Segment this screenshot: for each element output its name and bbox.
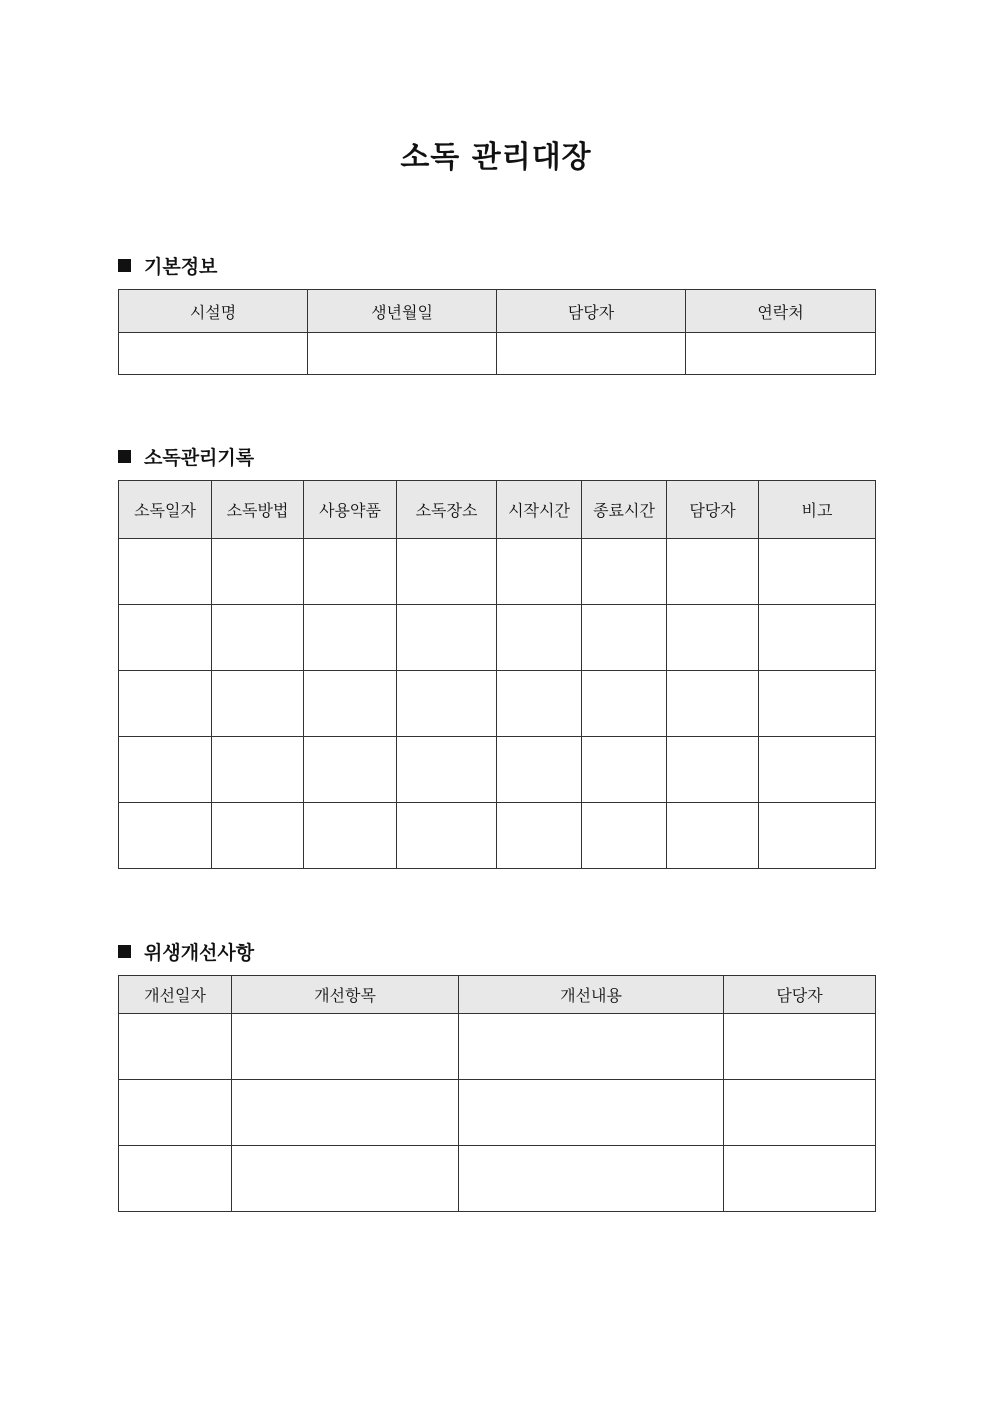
table-cell[interactable] bbox=[119, 1014, 232, 1080]
header-end-time: 종료시간 bbox=[582, 481, 667, 539]
table-cell[interactable] bbox=[582, 671, 667, 737]
table-cell[interactable] bbox=[304, 737, 397, 803]
basic-info-table bbox=[118, 289, 876, 375]
table-cell[interactable] bbox=[497, 605, 582, 671]
header-manager: 담당자 bbox=[667, 481, 759, 539]
header-chemical-used: 사용약품 bbox=[304, 481, 397, 539]
table-cell[interactable] bbox=[724, 1014, 876, 1080]
table-row bbox=[119, 737, 876, 803]
table-cell[interactable] bbox=[582, 737, 667, 803]
header-improvement-details: 개선내용 bbox=[459, 976, 724, 1014]
section-heading-label: 위생개선사항 bbox=[144, 942, 255, 964]
table-cell[interactable] bbox=[397, 737, 497, 803]
table-cell[interactable] bbox=[304, 671, 397, 737]
section-heading-label: 소독관리기록 bbox=[144, 447, 255, 469]
header-manager: 담당자 bbox=[724, 976, 876, 1014]
table-cell[interactable] bbox=[397, 671, 497, 737]
header-improvement-date: 개선일자 bbox=[119, 976, 232, 1014]
table-cell[interactable] bbox=[497, 803, 582, 869]
square-bullet-icon bbox=[118, 450, 131, 463]
table-cell[interactable] bbox=[119, 539, 212, 605]
table-cell[interactable] bbox=[724, 1080, 876, 1146]
square-bullet-icon bbox=[118, 259, 131, 272]
table-cell[interactable] bbox=[304, 605, 397, 671]
table-cell[interactable] bbox=[212, 737, 304, 803]
table-header-row bbox=[119, 290, 876, 333]
table-cell[interactable] bbox=[119, 1080, 232, 1146]
table-header-row bbox=[119, 976, 876, 1014]
hygiene-improvements-table bbox=[118, 975, 876, 1212]
table-cell[interactable] bbox=[759, 671, 876, 737]
table-row bbox=[119, 1146, 876, 1212]
page-title: 소독 관리대장 bbox=[400, 140, 592, 175]
table-cell[interactable] bbox=[304, 803, 397, 869]
header-improvement-item: 개선항목 bbox=[232, 976, 459, 1014]
table-cell[interactable] bbox=[667, 671, 759, 737]
table-header-row bbox=[119, 481, 876, 539]
table-cell[interactable] bbox=[397, 605, 497, 671]
section-heading-label: 기본정보 bbox=[144, 256, 218, 278]
table-cell[interactable] bbox=[667, 803, 759, 869]
table-row bbox=[119, 1014, 876, 1080]
header-birth-date: 생년월일 bbox=[308, 290, 497, 333]
table-cell[interactable] bbox=[232, 1080, 459, 1146]
table-cell[interactable] bbox=[397, 803, 497, 869]
table-cell[interactable] bbox=[212, 803, 304, 869]
table-cell[interactable] bbox=[724, 1146, 876, 1212]
table-cell[interactable] bbox=[212, 671, 304, 737]
table-cell[interactable] bbox=[759, 605, 876, 671]
table-cell[interactable] bbox=[212, 605, 304, 671]
header-start-time: 시작시간 bbox=[497, 481, 582, 539]
table-row bbox=[119, 671, 876, 737]
section-heading-basic-info bbox=[118, 252, 217, 279]
table-cell[interactable] bbox=[667, 605, 759, 671]
table-cell[interactable] bbox=[686, 333, 876, 375]
table-cell[interactable] bbox=[759, 803, 876, 869]
header-remarks: 비고 bbox=[759, 481, 876, 539]
table-cell[interactable] bbox=[459, 1146, 724, 1212]
table-cell[interactable] bbox=[667, 539, 759, 605]
table-row bbox=[119, 605, 876, 671]
table-cell[interactable] bbox=[119, 605, 212, 671]
table-cell[interactable] bbox=[119, 803, 212, 869]
section-heading-disinfection-records bbox=[118, 443, 254, 470]
table-cell[interactable] bbox=[308, 333, 497, 375]
table-row bbox=[119, 539, 876, 605]
table-cell[interactable] bbox=[667, 737, 759, 803]
header-disinfection-location: 소독장소 bbox=[397, 481, 497, 539]
table-cell[interactable] bbox=[582, 605, 667, 671]
table-cell[interactable] bbox=[497, 333, 686, 375]
header-manager: 담당자 bbox=[497, 290, 686, 333]
table-cell[interactable] bbox=[759, 737, 876, 803]
header-disinfection-method: 소독방법 bbox=[212, 481, 304, 539]
table-cell[interactable] bbox=[582, 803, 667, 869]
section-heading-hygiene-improvements bbox=[118, 938, 254, 965]
header-disinfection-date: 소독일자 bbox=[119, 481, 212, 539]
table-cell[interactable] bbox=[304, 539, 397, 605]
square-bullet-icon bbox=[118, 945, 131, 958]
table-cell[interactable] bbox=[119, 1146, 232, 1212]
table-cell[interactable] bbox=[232, 1014, 459, 1080]
table-cell[interactable] bbox=[497, 737, 582, 803]
table-cell[interactable] bbox=[119, 737, 212, 803]
table-row bbox=[119, 1080, 876, 1146]
table-cell[interactable] bbox=[212, 539, 304, 605]
table-cell[interactable] bbox=[497, 539, 582, 605]
table-row bbox=[119, 803, 876, 869]
table-cell[interactable] bbox=[759, 539, 876, 605]
table-cell[interactable] bbox=[232, 1146, 459, 1212]
header-facility-name: 시설명 bbox=[119, 290, 308, 333]
table-row bbox=[119, 333, 876, 375]
table-cell[interactable] bbox=[119, 671, 212, 737]
table-cell[interactable] bbox=[397, 539, 497, 605]
table-cell[interactable] bbox=[497, 671, 582, 737]
disinfection-records-table bbox=[118, 480, 876, 869]
header-contact: 연락처 bbox=[686, 290, 876, 333]
table-cell[interactable] bbox=[459, 1080, 724, 1146]
table-cell[interactable] bbox=[459, 1014, 724, 1080]
table-cell[interactable] bbox=[119, 333, 308, 375]
table-cell[interactable] bbox=[582, 539, 667, 605]
